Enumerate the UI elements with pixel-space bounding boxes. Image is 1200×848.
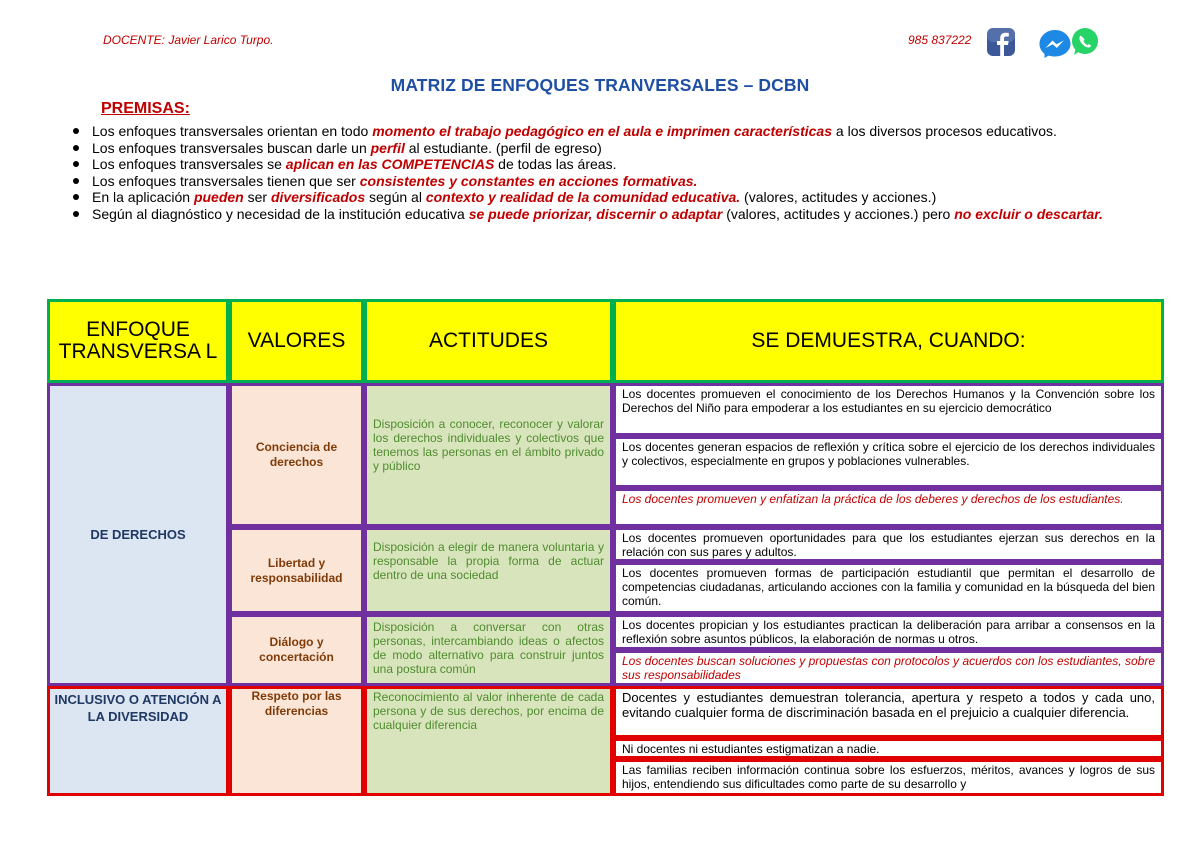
enfoque-derechos: DE DERECHOS <box>47 383 229 686</box>
actitud-libertad: Disposición a elegir de manera voluntaria y responsable la propia forma de actuar dentro de una sociedad <box>364 527 613 614</box>
teacher-name: DOCENTE: Javier Larico Turpo. <box>103 33 274 47</box>
phone-number: 985 837222 <box>908 33 972 47</box>
actitud-conciencia: Disposición a conocer, reconocer y valorar los derechos individuales y colectivos que tenemos las personas en el ámbito privado y público <box>364 383 613 527</box>
demuestra-item: Los docentes propician y los estudiantes practican la deliberación para arribar a consensos en la reflexión sobre asuntos públicos, la elaboración de normas u otros. <box>613 614 1164 650</box>
list-item: Los enfoques transversales tienen que ser consistentes y constantes en acciones formativas. <box>92 172 698 189</box>
demuestra-item: Docentes y estudiantes demuestran tolerancia, apertura y respeto a todos y cada uno, evitando cualquier forma de discriminación basada en el prejuicio a cualquier diferencia. <box>613 686 1164 738</box>
list-item: Los enfoques transversales se aplican en las COMPETENCIAS de todas las áreas. <box>92 156 617 172</box>
enfoque-inclusivo: INCLUSIVO O ATENCIÓN A LA DIVERSIDAD <box>47 686 229 796</box>
header-demuestra: SE DEMUESTRA, CUANDO: <box>613 299 1164 383</box>
valor-dialogo: Diálogo y concertación <box>229 614 364 686</box>
list-item: Los enfoques transversales buscan darle un perfil al estudiante. (perfil de egreso) <box>92 139 602 156</box>
list-item: En la aplicación pueden ser diversificados según al contexto y realidad de la comunidad educativa. (valores, actitudes y acciones.) <box>92 189 937 205</box>
social-icons <box>985 24 1100 58</box>
enfoques-matrix <box>47 299 1164 796</box>
demuestra-item: Los docentes promueven y enfatizan la práctica de los deberes y derechos de los estudiantes. <box>613 488 1164 527</box>
header-enfoque: ENFOQUE TRANSVERSA L <box>47 299 229 383</box>
demuestra-item: Los docentes buscan soluciones y propuestas con protocolos y acuerdos con los estudiantes, sobre sus responsabilidades <box>613 650 1164 686</box>
valor-respeto: Respeto por las diferencias <box>229 686 364 796</box>
header-valores: VALORES <box>229 299 364 383</box>
demuestra-item: Los docentes promueven formas de participación estudiantil que permitan el desarrollo de competencias ciudadanas, articulando acciones con la familia y comunidad en la búsqueda del bien común. <box>613 562 1164 614</box>
valor-libertad: Libertad y responsabilidad <box>229 527 364 614</box>
list-item: Los enfoques transversales orientan en todo momento el trabajo pedagógico en el aula e imprimen características a los diversos procesos educativos. <box>92 123 1057 139</box>
premisas-list <box>72 123 1152 222</box>
demuestra-item: Ni docentes ni estudiantes estigmatizan a nadie. <box>613 738 1164 759</box>
valor-conciencia: Conciencia de derechos <box>229 383 364 527</box>
demuestra-item: Los docentes promueven oportunidades para que los estudiantes ejerzan sus derechos en la relación con sus pares y adultos. <box>613 527 1164 562</box>
messenger-icon[interactable] <box>1040 30 1071 58</box>
actitud-dialogo: Disposición a conversar con otras personas, intercambiando ideas o afectos de modo alternativo para construir juntos una postura común <box>364 614 613 686</box>
header-actitudes: ACTITUDES <box>364 299 613 383</box>
premisas-heading: PREMISAS: <box>101 100 190 117</box>
list-item: Según al diagnóstico y necesidad de la institución educativa se puede priorizar, discernir o adaptar (valores, actitudes y acciones.) pero no excluir o descartar. <box>92 205 1103 222</box>
demuestra-item: Los docentes generan espacios de reflexión y crítica sobre el ejercicio de los derechos individuales y colectivos, especialmente en grupos y poblaciones vulnerables. <box>613 436 1164 488</box>
facebook-icon[interactable] <box>987 28 1015 56</box>
whatsapp-icon[interactable] <box>1072 28 1098 55</box>
actitud-respeto: Reconocimiento al valor inherente de cada persona y de sus derechos, por encima de cualquier diferencia <box>364 686 613 796</box>
demuestra-item: Las familias reciben información continua sobre los esfuerzos, méritos, avances y logros de sus hijos, entendiendo sus dificultades como parte de su desarrollo y <box>613 759 1164 796</box>
demuestra-item: Los docentes promueven el conocimiento de los Derechos Humanos y la Convención sobre los Derechos del Niño para empoderar a los estudiantes en su ejercicio democrático <box>613 383 1164 436</box>
page-title: MATRIZ DE ENFOQUES TRANVERSALES – DCBN <box>390 75 810 95</box>
